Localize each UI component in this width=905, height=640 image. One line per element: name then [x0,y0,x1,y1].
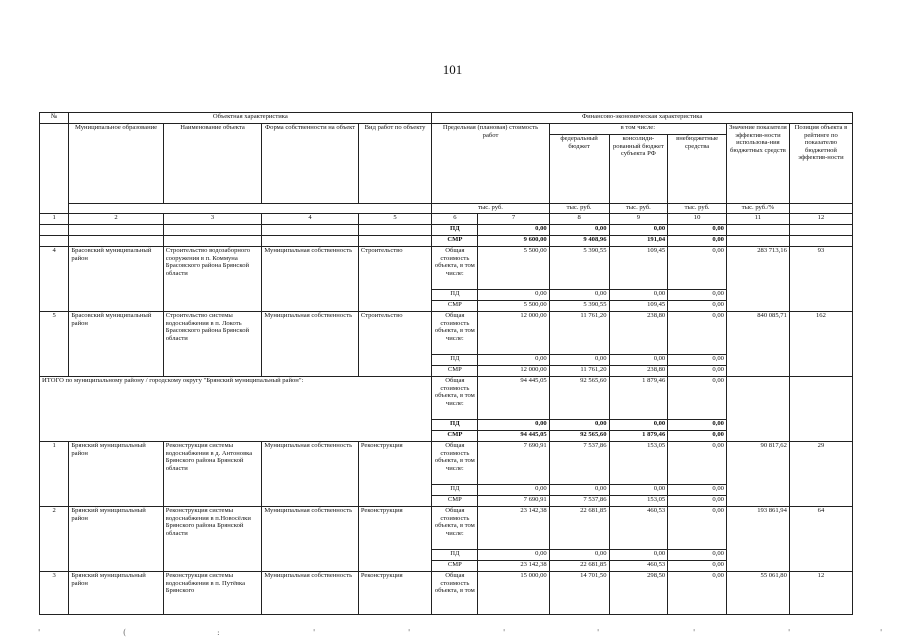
pd-label: ПД [432,485,478,496]
value-cell: 22 681,85 [549,507,609,550]
ownership: Муниципальная собственность [262,507,358,572]
smr-label: СМР [432,431,478,442]
municipal-name: Брянский муниципальный район [69,507,163,572]
ownership: Муниципальная собственность [262,442,358,507]
value-cell: 0,00 [549,225,609,236]
total-label: Общая стоимость объекта, в том числе: [432,442,478,485]
header-ownership: Форма собственности на объект [262,124,358,204]
value-cell: 109,45 [609,247,668,290]
header-limit-cost: Предельная (плановая) стоимость работ [432,124,549,204]
column-number: 7 [478,214,549,225]
value-cell: 0,00 [668,301,727,312]
object-name: Строительство водозаборного сооружения в п. Коммуна Брасовского района Брянской области [163,247,262,312]
column-number: 2 [69,214,163,225]
indicator-value: 90 817,62 [726,442,789,507]
itogo-label: ИТОГО по муниципальному району / городскому округу "Брянский муниципальный район": [40,377,432,442]
value-cell: 0,00 [668,507,727,550]
header-object-characteristics: Объектная характеристика [69,113,432,124]
value-cell: 7 690,91 [478,496,549,507]
rating-position: 29 [789,442,852,507]
value-cell: 0,00 [668,496,727,507]
rating-position: 64 [789,507,852,572]
rating-position: 162 [789,312,852,377]
total-label: Общая стоимость объекта, в том числе: [432,507,478,550]
value-cell: 0,00 [668,236,727,247]
value-cell: 0,00 [549,290,609,301]
object-name: Реконструкция системы водоснабжения в п.Новосёлки Брянского района Брянской области [163,507,262,572]
pd-label: ПД [432,225,478,236]
value-cell: 1 879,46 [609,431,668,442]
ownership: Муниципальная собственность [262,312,358,377]
value-cell: 5 500,00 [478,247,549,290]
header-federal: федеральный бюджет [549,135,609,204]
municipal-name: Брасовский муниципальный район [69,247,163,312]
header-indicator: Значение показателя эффектив-ности использова-ния бюджетных средств [726,124,789,204]
header-consolidated: консолиди-рованный бюджет субъекта РФ [609,135,668,204]
value-cell: 109,45 [609,301,668,312]
value-cell: 9 600,00 [478,236,549,247]
ownership: Муниципальная собственность [262,572,358,615]
value-cell: 7 537,86 [549,442,609,485]
column-number: 8 [549,214,609,225]
value-cell: 0,00 [549,355,609,366]
indicator-value: 840 085,71 [726,312,789,377]
value-cell: 23 142,38 [478,507,549,550]
value-cell: 238,80 [609,312,668,355]
pd-label: ПД [432,420,478,431]
ownership: Муниципальная собственность [262,247,358,312]
value-cell: 23 142,38 [478,561,549,572]
value-cell: 0,00 [609,550,668,561]
indicator-value: 193 861,94 [726,507,789,572]
value-cell: 7 537,86 [549,496,609,507]
value-cell: 0,00 [668,431,727,442]
column-number: 3 [163,214,262,225]
value-cell: 94 445,05 [478,431,549,442]
value-cell: 7 690,91 [478,442,549,485]
value-cell: 0,00 [478,550,549,561]
value-cell: 0,00 [609,420,668,431]
value-cell: 0,00 [668,247,727,290]
value-cell: 0,00 [609,225,668,236]
page-number: 101 [442,62,463,77]
smr-label: СМР [432,301,478,312]
header-object-name: Наименование объекта [163,124,262,204]
work-type: Реконструкция [358,507,431,572]
row-number: 1 [40,442,69,507]
value-cell: 22 681,85 [549,561,609,572]
value-cell: 92 565,60 [549,431,609,442]
smr-label: СМР [432,561,478,572]
column-number: 6 [432,214,478,225]
value-cell: 0,00 [609,355,668,366]
header-work-type: Вид работ по объекту [358,124,431,204]
value-cell: 153,05 [609,496,668,507]
column-number: 10 [668,214,727,225]
total-label: Общая стоимость объекта, в том [432,572,478,615]
row-number: 3 [40,572,69,615]
value-cell: 298,50 [609,572,668,615]
header-position: Позиция объекта в рейтинге по показателю бюджетной эффектив-ности [789,124,852,204]
municipal-name: Брасовский муниципальный район [69,312,163,377]
value-cell: 191,04 [609,236,668,247]
value-cell: 0,00 [668,550,727,561]
value-cell: 0,00 [668,485,727,496]
indicator-value: 283 713,16 [726,247,789,312]
value-cell: 0,00 [549,485,609,496]
value-cell: 9 408,96 [549,236,609,247]
value-cell: 0,00 [478,355,549,366]
value-cell: 1 879,46 [609,377,668,420]
header-no: № [40,113,69,124]
value-cell: 0,00 [668,355,727,366]
value-cell: 92 565,60 [549,377,609,420]
column-number: 11 [726,214,789,225]
pd-label: ПД [432,550,478,561]
unit-label: тыс. руб. [609,204,668,214]
unit-label: тыс. руб. [549,204,609,214]
value-cell: 238,80 [609,366,668,377]
column-number: 5 [358,214,431,225]
value-cell: 0,00 [549,420,609,431]
row-number: 5 [40,312,69,377]
municipal-name: Брянский муниципальный район [69,442,163,507]
value-cell: 0,00 [549,550,609,561]
municipal-name: Брянский муниципальный район [69,572,163,615]
value-cell: 0,00 [478,485,549,496]
header-including: в том числе: [549,124,726,135]
total-label: Общая стоимость объекта, в том числе: [432,247,478,290]
value-cell: 0,00 [668,225,727,236]
scan-edge-marks: ' ( : ' ' ' ' ' ' ' [38,628,883,637]
value-cell: 5 390,55 [549,247,609,290]
unit-label: тыс. руб. [432,204,549,214]
investment-table [39,112,853,615]
value-cell: 15 000,00 [478,572,549,615]
value-cell: 0,00 [609,485,668,496]
value-cell: 0,00 [668,561,727,572]
value-cell: 0,00 [668,420,727,431]
header-municipal: Муниципальное образование [69,124,163,204]
value-cell: 153,05 [609,442,668,485]
indicator-value: 55 061,80 [726,572,789,615]
value-cell: 0,00 [478,290,549,301]
value-cell: 94 445,05 [478,377,549,420]
total-label: Общая стоимость объекта, в том числе: [432,312,478,355]
object-name: Реконструкция системы водоснабжения в д. Антоновка Брянского района Брянской области [163,442,262,507]
value-cell: 11 761,20 [549,366,609,377]
value-cell: 0,00 [668,312,727,355]
object-name: Реконструкция системы водоснабжения в п. Путёвка Брянского [163,572,262,615]
work-type: Реконструкция [358,572,431,615]
rating-position: 93 [789,247,852,312]
pd-label: ПД [432,290,478,301]
value-cell: 5 390,55 [549,301,609,312]
value-cell: 0,00 [668,290,727,301]
value-cell: 12 000,00 [478,312,549,355]
value-cell: 0,00 [668,442,727,485]
column-number: 1 [40,214,69,225]
value-cell: 0,00 [668,377,727,420]
header-financial-characteristics: Финансово-экономическая характеристика [432,113,853,124]
column-number: 4 [262,214,358,225]
column-number: 12 [789,214,852,225]
value-cell: 11 761,20 [549,312,609,355]
work-type: Реконструкция [358,442,431,507]
value-cell: 14 701,50 [549,572,609,615]
value-cell: 0,00 [668,572,727,615]
smr-label: СМР [432,496,478,507]
value-cell: 0,00 [478,225,549,236]
value-cell: 0,00 [478,420,549,431]
row-number: 4 [40,247,69,312]
value-cell: 5 500,00 [478,301,549,312]
unit-label: тыс. руб. [668,204,727,214]
work-type: Строительство [358,312,431,377]
smr-label: СМР [432,236,478,247]
total-label: Общая стоимость объекта, в том числе: [432,377,478,420]
smr-label: СМР [432,366,478,377]
value-cell: 460,53 [609,507,668,550]
value-cell: 0,00 [609,290,668,301]
value-cell: 12 000,00 [478,366,549,377]
value-cell: 0,00 [668,366,727,377]
pd-label: ПД [432,355,478,366]
value-cell: 460,53 [609,561,668,572]
rating-position: 12 [789,572,852,615]
row-number: 2 [40,507,69,572]
header-offbudget: внебюджетные средства [668,135,727,204]
work-type: Строительство [358,247,431,312]
object-name: Строительство системы водоснабжения в п. Локоть Брасовского района Брянской области [163,312,262,377]
unit-label: тыс. руб./% [726,204,789,214]
column-number: 9 [609,214,668,225]
